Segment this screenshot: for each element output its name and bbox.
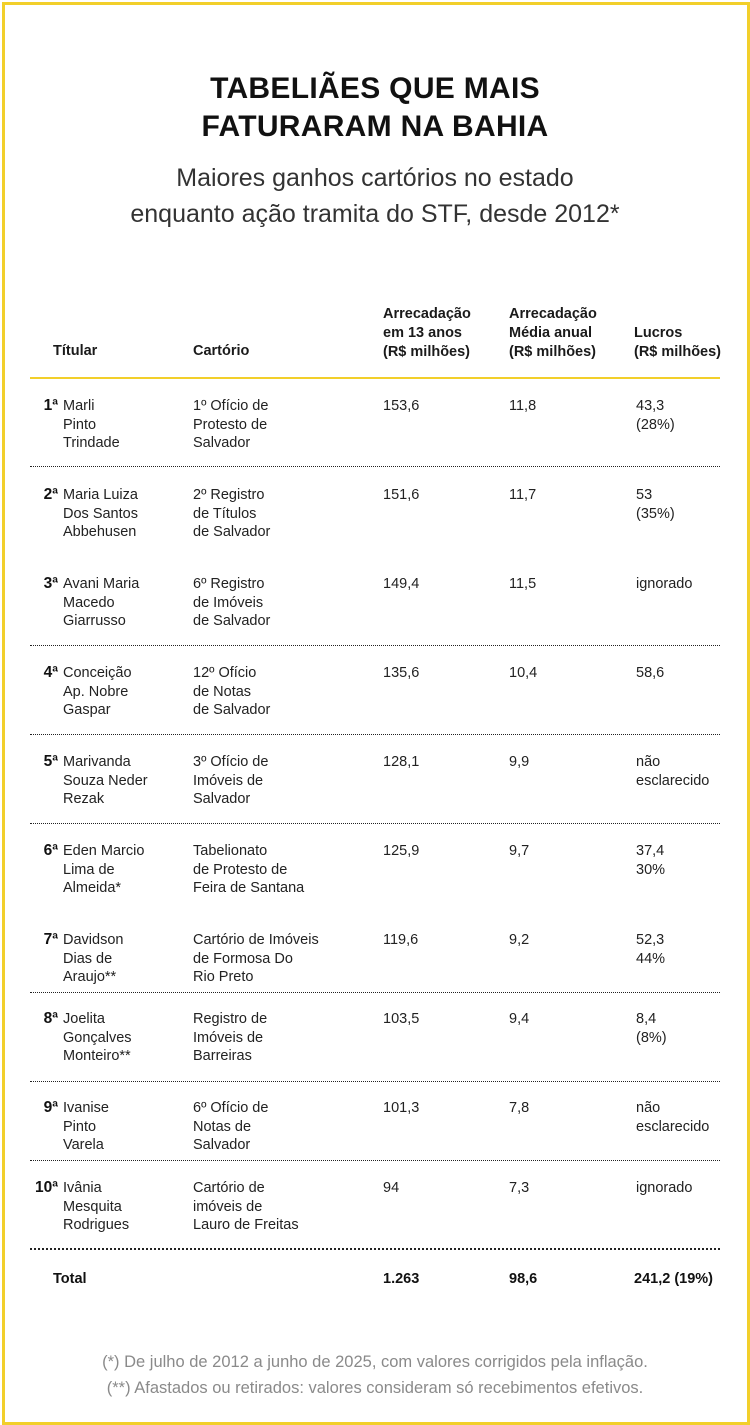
title-line-1: TABELIÃES QUE MAIS bbox=[210, 72, 540, 105]
row-titular bbox=[63, 486, 138, 542]
titular-line: Varela bbox=[63, 1137, 104, 1153]
row-cartorio bbox=[193, 1099, 268, 1155]
cartorio-line: Salvador bbox=[193, 1137, 251, 1153]
row-arrecadacao: 125,9 bbox=[383, 843, 420, 859]
cartorio-line: 2º Registro bbox=[193, 487, 265, 503]
cartorio-line: Cartório de bbox=[193, 1180, 265, 1196]
row-divider bbox=[30, 992, 720, 993]
titular-line: Araujo** bbox=[63, 969, 117, 985]
cartorio-line: 12º Ofício bbox=[193, 665, 257, 681]
row-lucros bbox=[636, 486, 675, 523]
lucros-line: 37,4 bbox=[636, 843, 665, 859]
row-arrecadacao: 128,1 bbox=[383, 754, 420, 770]
footnote-1: (*) De julho de 2012 a junho de 2025, com valores corrigidos pela inflação. bbox=[102, 1353, 648, 1371]
row-arrecadacao: 135,6 bbox=[383, 665, 420, 681]
lucros-line: 52,3 bbox=[636, 932, 665, 948]
row-cartorio bbox=[193, 397, 268, 453]
total-arrecadacao: 1.263 bbox=[383, 1271, 420, 1287]
titular-line: Mesquita bbox=[63, 1198, 122, 1215]
titular-line: Davidson bbox=[63, 932, 124, 948]
cartorio-line: Protesto de bbox=[193, 416, 268, 433]
row-titular bbox=[63, 664, 132, 720]
lucros-line: 58,6 bbox=[636, 665, 665, 681]
cartorio-line: Registro de bbox=[193, 1011, 268, 1027]
cartorio-line: Feira de Santana bbox=[193, 880, 305, 896]
titular-line: Macedo bbox=[63, 594, 115, 611]
row-cartorio bbox=[193, 1179, 299, 1235]
row-lucros bbox=[636, 1179, 692, 1198]
row-rank: 1ª bbox=[43, 397, 58, 414]
titular-line: Avani Maria bbox=[63, 576, 140, 592]
cartorio-line: de Salvador bbox=[193, 613, 271, 629]
cartorio-line: Imóveis de bbox=[193, 1029, 264, 1046]
row-rank: 9ª bbox=[43, 1099, 58, 1116]
row-titular bbox=[63, 1099, 109, 1155]
header-lucros-line: (R$ milhões) bbox=[634, 344, 722, 360]
row-titular bbox=[63, 753, 148, 809]
titular-line: Abbehusen bbox=[63, 524, 137, 540]
row-cartorio bbox=[193, 753, 268, 809]
titular-line: Dias de bbox=[63, 950, 113, 967]
titular-line: Eden Marcio bbox=[63, 843, 145, 859]
row-arrecadacao: 119,6 bbox=[383, 932, 419, 948]
titular-line: Maria Luiza bbox=[63, 487, 138, 503]
cartorio-line: de Notas bbox=[193, 683, 252, 700]
row-arrecadacao: 151,6 bbox=[383, 487, 420, 503]
header-titular: Títular bbox=[53, 343, 98, 359]
titular-line: Marli bbox=[63, 398, 95, 414]
lucros-line: ignorado bbox=[636, 1180, 693, 1196]
row-rank: 6ª bbox=[43, 842, 58, 859]
lucros-line: esclarecido bbox=[636, 1118, 710, 1135]
header-media-anual bbox=[509, 305, 597, 362]
titular-line: Monteiro** bbox=[63, 1048, 131, 1064]
row-media: 11,8 bbox=[509, 398, 537, 414]
titular-line: Joelita bbox=[63, 1011, 105, 1027]
lucros-line: 44% bbox=[636, 950, 666, 967]
row-lucros bbox=[636, 397, 675, 434]
row-arrecadacao: 94 bbox=[383, 1180, 400, 1196]
row-titular bbox=[63, 842, 144, 898]
row-rank: 10ª bbox=[35, 1179, 58, 1196]
row-lucros bbox=[636, 931, 665, 968]
row-media: 9,9 bbox=[509, 754, 530, 770]
header-lucros-line: Lucros bbox=[634, 325, 683, 341]
row-titular bbox=[63, 575, 139, 631]
row-titular bbox=[63, 1179, 129, 1235]
footnote-2: (**) Afastados ou retirados: valores consideram só recebimentos efetivos. bbox=[106, 1379, 644, 1397]
cartorio-line: de Formosa Do bbox=[193, 950, 293, 967]
subtitle-line-1: Maiores ganhos cartórios no estado bbox=[176, 164, 574, 192]
cartorio-line: imóveis de bbox=[193, 1198, 263, 1215]
cartorio-line: Rio Preto bbox=[193, 969, 254, 985]
title-line-2: FATURARAM NA BAHIA bbox=[201, 110, 549, 143]
row-media: 7,8 bbox=[509, 1100, 530, 1116]
row-cartorio bbox=[193, 664, 270, 720]
row-media: 9,2 bbox=[509, 932, 530, 948]
row-rank: 7ª bbox=[43, 931, 58, 948]
cartorio-line: 3º Ofício de bbox=[193, 754, 269, 770]
titular-line: Rodrigues bbox=[63, 1217, 130, 1233]
row-titular bbox=[63, 931, 123, 987]
row-rank: 5ª bbox=[43, 753, 58, 770]
cartorio-line: de Títulos bbox=[193, 505, 257, 522]
lucros-line: (35%) bbox=[636, 505, 675, 522]
row-media: 11,5 bbox=[509, 576, 537, 592]
row-rank: 3ª bbox=[43, 575, 58, 592]
header-cartorio: Cartório bbox=[193, 343, 250, 359]
row-cartorio bbox=[193, 842, 304, 898]
row-lucros bbox=[636, 575, 692, 594]
header-arrecadacao-13-anos bbox=[383, 305, 471, 362]
row-lucros bbox=[636, 1010, 667, 1047]
titular-line: Giarrusso bbox=[63, 613, 126, 629]
cartorio-line: Barreiras bbox=[193, 1048, 252, 1064]
row-media: 11,7 bbox=[509, 487, 537, 503]
row-arrecadacao: 103,5 bbox=[383, 1011, 420, 1027]
cartorio-line: 6º Ofício de bbox=[193, 1100, 269, 1116]
row-cartorio bbox=[193, 575, 270, 631]
cartorio-line: de Imóveis bbox=[193, 594, 264, 611]
header-media-anual-line: (R$ milhões) bbox=[509, 344, 597, 360]
row-divider bbox=[30, 645, 720, 646]
lucros-line: (8%) bbox=[636, 1029, 667, 1046]
titular-line: Trindade bbox=[63, 435, 120, 451]
row-arrecadacao: 153,6 bbox=[383, 398, 420, 414]
row-divider bbox=[30, 1160, 720, 1161]
row-divider bbox=[30, 466, 720, 467]
cartorio-line: Notas de bbox=[193, 1118, 252, 1135]
row-media: 9,4 bbox=[509, 1011, 530, 1027]
row-arrecadacao: 149,4 bbox=[383, 576, 420, 592]
row-lucros bbox=[636, 1099, 709, 1136]
titular-line: Marivanda bbox=[63, 754, 131, 770]
row-lucros bbox=[636, 753, 709, 790]
row-lucros bbox=[636, 664, 664, 683]
titular-line: Ivanise bbox=[63, 1100, 109, 1116]
cartorio-line: Cartório de Imóveis bbox=[193, 932, 319, 948]
row-divider bbox=[30, 823, 720, 824]
row-media: 7,3 bbox=[509, 1180, 530, 1196]
row-cartorio bbox=[193, 1010, 267, 1066]
titular-line: Dos Santos bbox=[63, 505, 138, 522]
row-rank: 2ª bbox=[43, 486, 58, 503]
titular-line: Lima de bbox=[63, 861, 115, 878]
titular-line: Pinto bbox=[63, 1118, 97, 1135]
cartorio-line: de Salvador bbox=[193, 702, 271, 718]
titular-line: Ivânia bbox=[63, 1180, 102, 1196]
titular-line: Souza Neder bbox=[63, 772, 148, 789]
cartorio-line: Salvador bbox=[193, 791, 251, 807]
cartorio-line: Lauro de Freitas bbox=[193, 1217, 299, 1233]
cartorio-line: Imóveis de bbox=[193, 772, 264, 789]
titular-line: Gaspar bbox=[63, 702, 111, 718]
row-media: 9,7 bbox=[509, 843, 530, 859]
cartorio-line: Tabelionato bbox=[193, 843, 268, 859]
row-rank: 4ª bbox=[43, 664, 58, 681]
header-divider bbox=[30, 377, 720, 379]
row-media: 10,4 bbox=[509, 665, 538, 681]
page-subtitle bbox=[0, 160, 750, 232]
total-divider bbox=[30, 1248, 720, 1250]
titular-line: Pinto bbox=[63, 416, 97, 433]
header-arrecadacao-13-anos-line: Arrecadação bbox=[383, 306, 471, 322]
lucros-line: não bbox=[636, 1100, 661, 1116]
row-divider bbox=[30, 1081, 720, 1082]
titular-line: Ap. Nobre bbox=[63, 683, 129, 700]
lucros-line: esclarecido bbox=[636, 772, 710, 789]
lucros-line: 8,4 bbox=[636, 1011, 657, 1027]
cartorio-line: 6º Registro bbox=[193, 576, 265, 592]
header-lucros bbox=[634, 324, 721, 362]
total-label: Total bbox=[53, 1271, 87, 1287]
cartorio-line: 1º Ofício de bbox=[193, 398, 269, 414]
page-title bbox=[0, 70, 750, 146]
row-rank: 8ª bbox=[43, 1010, 58, 1027]
lucros-line: (28%) bbox=[636, 416, 675, 433]
row-arrecadacao: 101,3 bbox=[383, 1100, 420, 1116]
lucros-line: não bbox=[636, 754, 661, 770]
total-media: 98,6 bbox=[509, 1271, 538, 1287]
cartorio-line: de Salvador bbox=[193, 524, 271, 540]
row-divider bbox=[30, 734, 720, 735]
header-arrecadacao-13-anos-line: em 13 anos bbox=[383, 325, 462, 341]
header-media-anual-line: Arrecadação bbox=[509, 306, 597, 322]
lucros-line: 53 bbox=[636, 487, 653, 503]
titular-line: Gonçalves bbox=[63, 1029, 132, 1046]
lucros-line: 30% bbox=[636, 861, 666, 878]
subtitle-line-2: enquanto ação tramita do STF, desde 2012* bbox=[130, 200, 620, 228]
titular-line: Almeida* bbox=[63, 880, 122, 896]
row-cartorio bbox=[193, 931, 319, 987]
header-media-anual-line: Média anual bbox=[509, 325, 592, 341]
titular-line: Rezak bbox=[63, 791, 105, 807]
row-lucros bbox=[636, 842, 665, 879]
header-arrecadacao-13-anos-line: (R$ milhões) bbox=[383, 344, 471, 360]
cartorio-line: de Protesto de bbox=[193, 861, 288, 878]
total-lucros: 241,2 (19%) bbox=[634, 1271, 713, 1287]
row-titular bbox=[63, 1010, 132, 1066]
cartorio-line: Salvador bbox=[193, 435, 251, 451]
lucros-line: 43,3 bbox=[636, 398, 665, 414]
row-cartorio bbox=[193, 486, 270, 542]
lucros-line: ignorado bbox=[636, 576, 693, 592]
row-titular bbox=[63, 397, 120, 453]
titular-line: Conceição bbox=[63, 665, 132, 681]
